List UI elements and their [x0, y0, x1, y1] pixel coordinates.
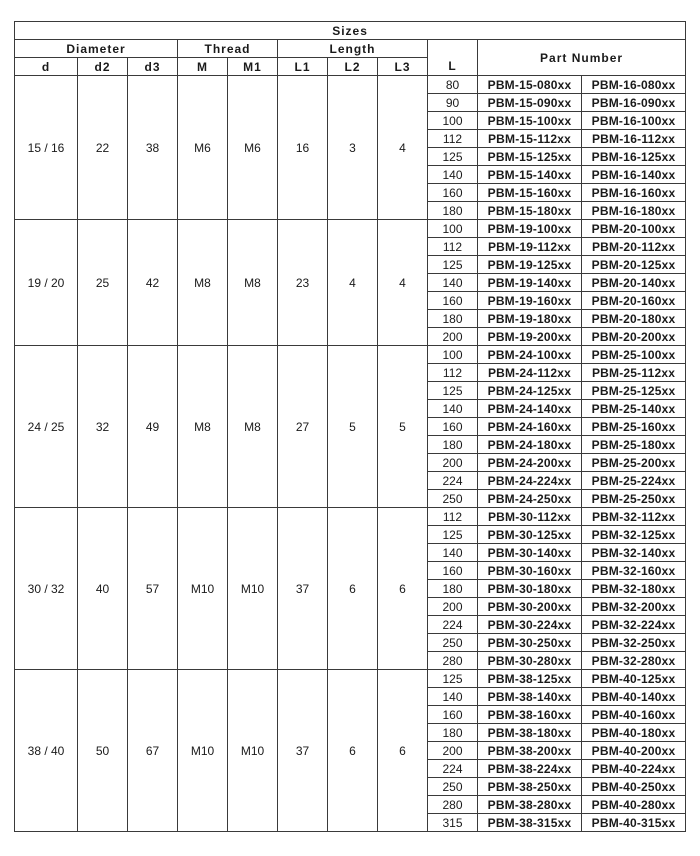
part-number-cell: PBM-32-280xx	[582, 652, 686, 670]
spec-d2-cell: 50	[78, 670, 128, 832]
length-l-cell: 140	[428, 544, 478, 562]
spec-l1-cell: 27	[278, 346, 328, 508]
spec-d3-cell: 67	[128, 670, 178, 832]
spec-l2-cell: 5	[328, 346, 378, 508]
part-number-cell: PBM-25-160xx	[582, 418, 686, 436]
spec-m1-cell: M6	[228, 76, 278, 220]
length-l-cell: 80	[428, 76, 478, 94]
part-number-cell: PBM-40-160xx	[582, 706, 686, 724]
length-l-cell: 180	[428, 202, 478, 220]
part-number-cell: PBM-16-090xx	[582, 94, 686, 112]
spec-d-cell: 38 / 40	[15, 670, 78, 832]
spec-l1-cell: 23	[278, 220, 328, 346]
part-number-cell: PBM-25-112xx	[582, 364, 686, 382]
part-number-cell: PBM-38-280xx	[478, 796, 582, 814]
length-l-cell: 160	[428, 184, 478, 202]
col-header-m1: M1	[228, 58, 278, 76]
length-l-cell: 90	[428, 94, 478, 112]
part-number-cell: PBM-16-100xx	[582, 112, 686, 130]
part-number-cell: PBM-24-200xx	[478, 454, 582, 472]
part-number-cell: PBM-20-112xx	[582, 238, 686, 256]
part-number-cell: PBM-40-125xx	[582, 670, 686, 688]
col-header-l2: L2	[328, 58, 378, 76]
table-row	[15, 508, 686, 526]
spec-m1-cell: M8	[228, 346, 278, 508]
length-l-cell: 224	[428, 472, 478, 490]
part-number-cell: PBM-30-125xx	[478, 526, 582, 544]
length-l-cell: 315	[428, 814, 478, 832]
part-number-cell: PBM-40-180xx	[582, 724, 686, 742]
spec-l2-cell: 6	[328, 508, 378, 670]
length-l-cell: 100	[428, 346, 478, 364]
col-header-d: d	[15, 58, 78, 76]
length-l-cell: 100	[428, 112, 478, 130]
sizes-header: Sizes	[15, 22, 686, 40]
part-number-cell: PBM-40-140xx	[582, 688, 686, 706]
part-number-cell: PBM-15-112xx	[478, 130, 582, 148]
part-number-cell: PBM-24-140xx	[478, 400, 582, 418]
thread-header: Thread	[178, 40, 278, 58]
part-number-cell: PBM-40-315xx	[582, 814, 686, 832]
length-l-cell: 125	[428, 382, 478, 400]
part-number-cell: PBM-38-250xx	[478, 778, 582, 796]
part-number-cell: PBM-38-200xx	[478, 742, 582, 760]
col-header-l1: L1	[278, 58, 328, 76]
part-number-cell: PBM-30-140xx	[478, 544, 582, 562]
length-l-cell: 125	[428, 256, 478, 274]
length-l-cell: 160	[428, 292, 478, 310]
part-number-cell: PBM-24-112xx	[478, 364, 582, 382]
spec-l1-cell: 37	[278, 670, 328, 832]
part-number-cell: PBM-30-112xx	[478, 508, 582, 526]
spec-m1-cell: M10	[228, 670, 278, 832]
part-number-cell: PBM-24-160xx	[478, 418, 582, 436]
part-number-cell: PBM-25-180xx	[582, 436, 686, 454]
spec-d3-cell: 49	[128, 346, 178, 508]
spec-l2-cell: 3	[328, 76, 378, 220]
diameter-header: Diameter	[15, 40, 178, 58]
part-number-cell: PBM-19-125xx	[478, 256, 582, 274]
sizes-table	[14, 21, 686, 832]
length-l-cell: 140	[428, 274, 478, 292]
length-l-cell: 280	[428, 796, 478, 814]
part-number-cell: PBM-15-125xx	[478, 148, 582, 166]
col-header-l: L	[428, 58, 478, 76]
part-number-cell: PBM-32-200xx	[582, 598, 686, 616]
length-l-cell: 224	[428, 616, 478, 634]
col-header-d2: d2	[78, 58, 128, 76]
part-number-cell: PBM-24-180xx	[478, 436, 582, 454]
part-number-cell: PBM-38-224xx	[478, 760, 582, 778]
spec-d2-cell: 40	[78, 508, 128, 670]
length-l-cell: 125	[428, 148, 478, 166]
length-l-cell: 112	[428, 508, 478, 526]
spec-m-cell: M6	[178, 76, 228, 220]
spec-m-cell: M10	[178, 670, 228, 832]
length-l-cell: 200	[428, 454, 478, 472]
length-l-cell: 140	[428, 688, 478, 706]
part-number-cell: PBM-38-125xx	[478, 670, 582, 688]
part-number-cell: PBM-20-160xx	[582, 292, 686, 310]
spec-m-cell: M8	[178, 220, 228, 346]
part-number-cell: PBM-15-160xx	[478, 184, 582, 202]
part-number-cell: PBM-25-100xx	[582, 346, 686, 364]
spec-l1-cell: 37	[278, 508, 328, 670]
part-number-cell: PBM-32-140xx	[582, 544, 686, 562]
part-number-cell: PBM-24-224xx	[478, 472, 582, 490]
part-number-cell: PBM-16-080xx	[582, 76, 686, 94]
spec-d-cell: 19 / 20	[15, 220, 78, 346]
length-l-spacer	[428, 40, 478, 58]
part-number-cell: PBM-30-224xx	[478, 616, 582, 634]
part-number-cell: PBM-30-180xx	[478, 580, 582, 598]
part-number-cell: PBM-32-112xx	[582, 508, 686, 526]
part-number-cell: PBM-25-224xx	[582, 472, 686, 490]
part-number-cell: PBM-32-180xx	[582, 580, 686, 598]
length-l-cell: 125	[428, 526, 478, 544]
table-body	[15, 76, 686, 832]
table-row	[15, 220, 686, 238]
part-number-cell: PBM-40-200xx	[582, 742, 686, 760]
part-number-cell: PBM-24-125xx	[478, 382, 582, 400]
part-number-cell: PBM-40-250xx	[582, 778, 686, 796]
part-number-cell: PBM-20-140xx	[582, 274, 686, 292]
part-number-cell: PBM-15-140xx	[478, 166, 582, 184]
length-l-cell: 250	[428, 490, 478, 508]
part-number-header: Part Number	[478, 40, 686, 76]
part-number-cell: PBM-38-140xx	[478, 688, 582, 706]
part-number-cell: PBM-16-140xx	[582, 166, 686, 184]
spec-m1-cell: M8	[228, 220, 278, 346]
spec-d2-cell: 25	[78, 220, 128, 346]
part-number-cell: PBM-16-112xx	[582, 130, 686, 148]
part-number-cell: PBM-25-140xx	[582, 400, 686, 418]
part-number-cell: PBM-19-160xx	[478, 292, 582, 310]
part-number-cell: PBM-38-180xx	[478, 724, 582, 742]
spec-l3-cell: 4	[378, 76, 428, 220]
part-number-cell: PBM-16-180xx	[582, 202, 686, 220]
part-number-cell: PBM-24-250xx	[478, 490, 582, 508]
part-number-cell: PBM-40-280xx	[582, 796, 686, 814]
part-number-cell: PBM-38-160xx	[478, 706, 582, 724]
table-row	[15, 346, 686, 364]
length-l-cell: 140	[428, 400, 478, 418]
spec-l2-cell: 4	[328, 220, 378, 346]
spec-l3-cell: 4	[378, 220, 428, 346]
spec-l1-cell: 16	[278, 76, 328, 220]
length-l-cell: 180	[428, 436, 478, 454]
col-header-d3: d3	[128, 58, 178, 76]
part-number-cell: PBM-24-100xx	[478, 346, 582, 364]
table-row	[15, 670, 686, 688]
length-l-cell: 180	[428, 724, 478, 742]
part-number-cell: PBM-19-180xx	[478, 310, 582, 328]
length-l-cell: 224	[428, 760, 478, 778]
spec-l3-cell: 6	[378, 670, 428, 832]
spec-l3-cell: 5	[378, 346, 428, 508]
length-l-cell: 200	[428, 742, 478, 760]
length-l-cell: 100	[428, 220, 478, 238]
length-l-cell: 112	[428, 130, 478, 148]
part-number-cell: PBM-20-200xx	[582, 328, 686, 346]
spec-d3-cell: 42	[128, 220, 178, 346]
part-number-cell: PBM-15-100xx	[478, 112, 582, 130]
part-number-cell: PBM-20-180xx	[582, 310, 686, 328]
part-number-cell: PBM-30-160xx	[478, 562, 582, 580]
part-number-cell: PBM-19-200xx	[478, 328, 582, 346]
length-l-cell: 200	[428, 598, 478, 616]
length-l-cell: 250	[428, 634, 478, 652]
spec-m-cell: M8	[178, 346, 228, 508]
part-number-cell: PBM-25-250xx	[582, 490, 686, 508]
length-l-cell: 250	[428, 778, 478, 796]
part-number-cell: PBM-19-112xx	[478, 238, 582, 256]
col-header-m: M	[178, 58, 228, 76]
spec-d2-cell: 22	[78, 76, 128, 220]
part-number-cell: PBM-15-080xx	[478, 76, 582, 94]
table-row	[15, 76, 686, 94]
spec-d-cell: 15 / 16	[15, 76, 78, 220]
length-l-cell: 160	[428, 562, 478, 580]
part-number-cell: PBM-25-200xx	[582, 454, 686, 472]
length-l-cell: 112	[428, 238, 478, 256]
part-number-cell: PBM-20-125xx	[582, 256, 686, 274]
length-header: Length	[278, 40, 428, 58]
part-number-cell: PBM-32-160xx	[582, 562, 686, 580]
part-number-cell: PBM-30-200xx	[478, 598, 582, 616]
length-l-cell: 160	[428, 706, 478, 724]
spec-m-cell: M10	[178, 508, 228, 670]
part-number-cell: PBM-25-125xx	[582, 382, 686, 400]
spec-d-cell: 24 / 25	[15, 346, 78, 508]
length-l-cell: 140	[428, 166, 478, 184]
part-number-cell: PBM-16-160xx	[582, 184, 686, 202]
part-number-cell: PBM-15-180xx	[478, 202, 582, 220]
part-number-cell: PBM-19-100xx	[478, 220, 582, 238]
part-number-cell: PBM-19-140xx	[478, 274, 582, 292]
part-number-cell: PBM-16-125xx	[582, 148, 686, 166]
part-number-cell: PBM-40-224xx	[582, 760, 686, 778]
spec-m1-cell: M10	[228, 508, 278, 670]
spec-d3-cell: 57	[128, 508, 178, 670]
length-l-cell: 280	[428, 652, 478, 670]
length-l-cell: 112	[428, 364, 478, 382]
length-l-cell: 200	[428, 328, 478, 346]
spec-l2-cell: 6	[328, 670, 378, 832]
part-number-cell: PBM-32-224xx	[582, 616, 686, 634]
length-l-cell: 160	[428, 418, 478, 436]
spec-l3-cell: 6	[378, 508, 428, 670]
part-number-cell: PBM-38-315xx	[478, 814, 582, 832]
part-number-cell: PBM-32-250xx	[582, 634, 686, 652]
spec-d-cell: 30 / 32	[15, 508, 78, 670]
part-number-cell: PBM-20-100xx	[582, 220, 686, 238]
length-l-cell: 180	[428, 580, 478, 598]
length-l-cell: 125	[428, 670, 478, 688]
part-number-cell: PBM-30-250xx	[478, 634, 582, 652]
part-number-cell: PBM-32-125xx	[582, 526, 686, 544]
part-number-cell: PBM-30-280xx	[478, 652, 582, 670]
col-header-l3: L3	[378, 58, 428, 76]
part-number-cell: PBM-15-090xx	[478, 94, 582, 112]
spec-d3-cell: 38	[128, 76, 178, 220]
spec-d2-cell: 32	[78, 346, 128, 508]
length-l-cell: 180	[428, 310, 478, 328]
